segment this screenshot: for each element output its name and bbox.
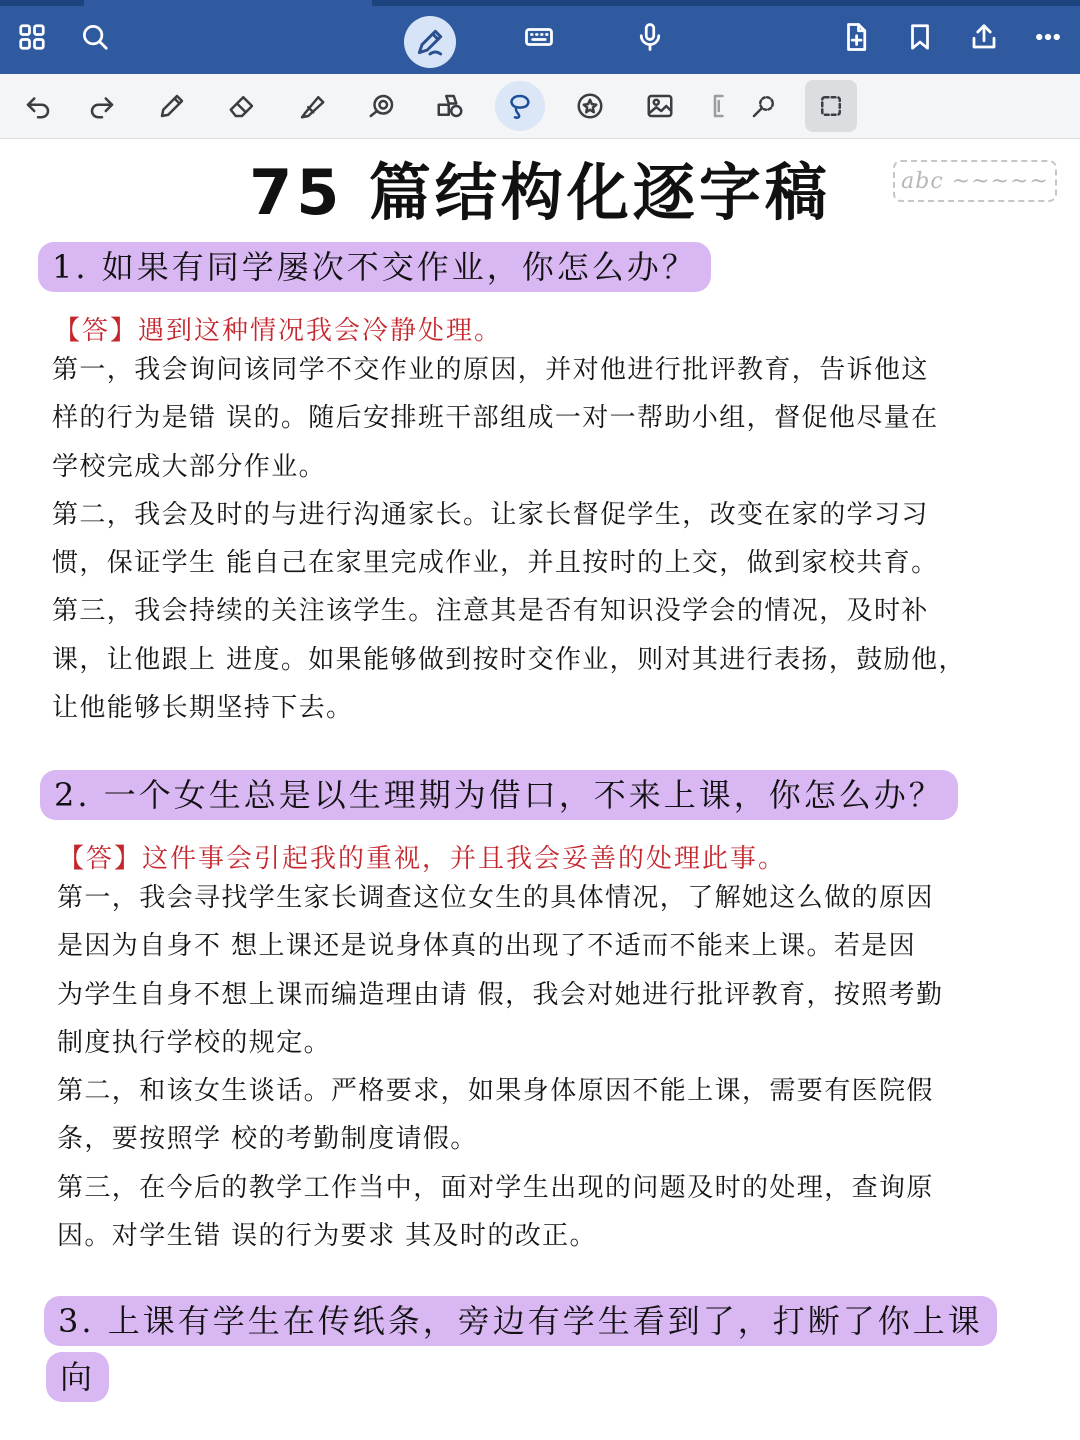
question-1-answer: 【答】遇到这种情况我会冷静处理。 <box>54 316 503 346</box>
redo-icon[interactable] <box>82 86 122 126</box>
body-line: 第一，我会询问该同学不交作业的原因，并对他进行批评教育，告诉他这 <box>52 355 929 385</box>
body-line: 课，让他跟上 进度。如果能够做到按时交作业，则对其进行表扬，鼓励他， <box>52 644 966 675</box>
body-line: 为学生自身不想上课而编造理由请 假，我会对她进行批评教育，按照考勤 <box>57 979 944 1010</box>
body-line: 第三，我会持续的关注该学生。注意其是否有知识没学会的情况，及时补 <box>52 596 929 627</box>
tab-indicator <box>372 0 1080 6</box>
body-line: 第一，我会寻找学生家长调查这位女生的具体情况，了解她这么做的原因 <box>57 883 934 913</box>
body-line: 制度执行学校的规定。 <box>57 1027 332 1058</box>
microphone-icon[interactable] <box>633 20 667 54</box>
more-icon[interactable] <box>1031 20 1065 54</box>
bookmark-icon[interactable] <box>903 20 937 54</box>
question-3-heading-continued: 向 <box>46 1352 109 1402</box>
lasso-icon[interactable] <box>495 81 545 131</box>
pen-icon[interactable] <box>152 86 192 126</box>
body-line: 第二，和该女生谈话。严格要求，如果身体原因不能上课，需要有医院假 <box>57 1076 934 1107</box>
question-2-answer: 【答】这件事会引起我的重视，并且我会妥善的处理此事。 <box>58 844 787 874</box>
handwriting-input[interactable]: abc ~~~~~ <box>893 160 1057 202</box>
question-2-body <box>57 874 943 1260</box>
body-line: 学校完成大部分作业。 <box>52 451 327 482</box>
body-line: 第三，在今后的教学工作当中，面对学生出现的问题及时的处理，查询原 <box>57 1172 934 1203</box>
document-page <box>0 139 1080 1440</box>
add-page-icon[interactable] <box>839 20 873 54</box>
image-icon[interactable] <box>640 86 680 126</box>
grid-icon[interactable] <box>15 20 49 54</box>
body-line: 第二，我会及时的与进行沟通家长。让家长督促学生，改变在家的学习习 <box>52 499 929 530</box>
highlighter-icon[interactable] <box>292 86 332 126</box>
select-icon[interactable] <box>805 80 857 132</box>
body-line: 条，要按照学 校的考勤制度请假。 <box>57 1124 478 1155</box>
body-line: 是因为自身不 想上课还是说身体真的出现了不适而不能来上课。若是因 <box>57 931 917 962</box>
text-icon[interactable] <box>700 86 740 126</box>
body-line: 让他能够长期坚持下去。 <box>52 693 354 724</box>
app-bar <box>0 0 1080 74</box>
share-icon[interactable] <box>967 20 1001 54</box>
body-line: 惯，保证学生 能自己在家里完成作业，并且按时的上交，做到家校共育。 <box>52 548 939 579</box>
shapes-icon[interactable] <box>362 86 402 126</box>
question-3-heading: 3. 上课有学生在传纸条，旁边有学生看到了，打断了你上课 <box>44 1296 997 1346</box>
question-2-heading: 2. 一个女生总是以生理期为借口，不来上课，你怎么办？ <box>40 770 958 820</box>
sticker-icon[interactable] <box>570 86 610 126</box>
question-1-body <box>52 346 966 732</box>
search-icon[interactable] <box>78 20 112 54</box>
tab-indicator <box>0 0 84 6</box>
elements-icon[interactable] <box>430 86 470 126</box>
pen-mode-icon[interactable] <box>404 16 456 68</box>
laser-icon[interactable] <box>744 86 784 126</box>
body-line: 样的行为是错 误的。随后安排班干部组成一对一帮助小组，督促他尽量在 <box>52 403 939 434</box>
question-1-heading: 1. 如果有同学屡次不交作业，你怎么办？ <box>38 242 711 292</box>
undo-icon[interactable] <box>18 86 58 126</box>
body-line: 因。对学生错 误的行为要求 其及时的改正。 <box>57 1221 597 1252</box>
page-title: 75 篇结构化逐字稿 <box>249 156 831 229</box>
keyboard-icon[interactable] <box>522 20 556 54</box>
eraser-icon[interactable] <box>222 86 262 126</box>
